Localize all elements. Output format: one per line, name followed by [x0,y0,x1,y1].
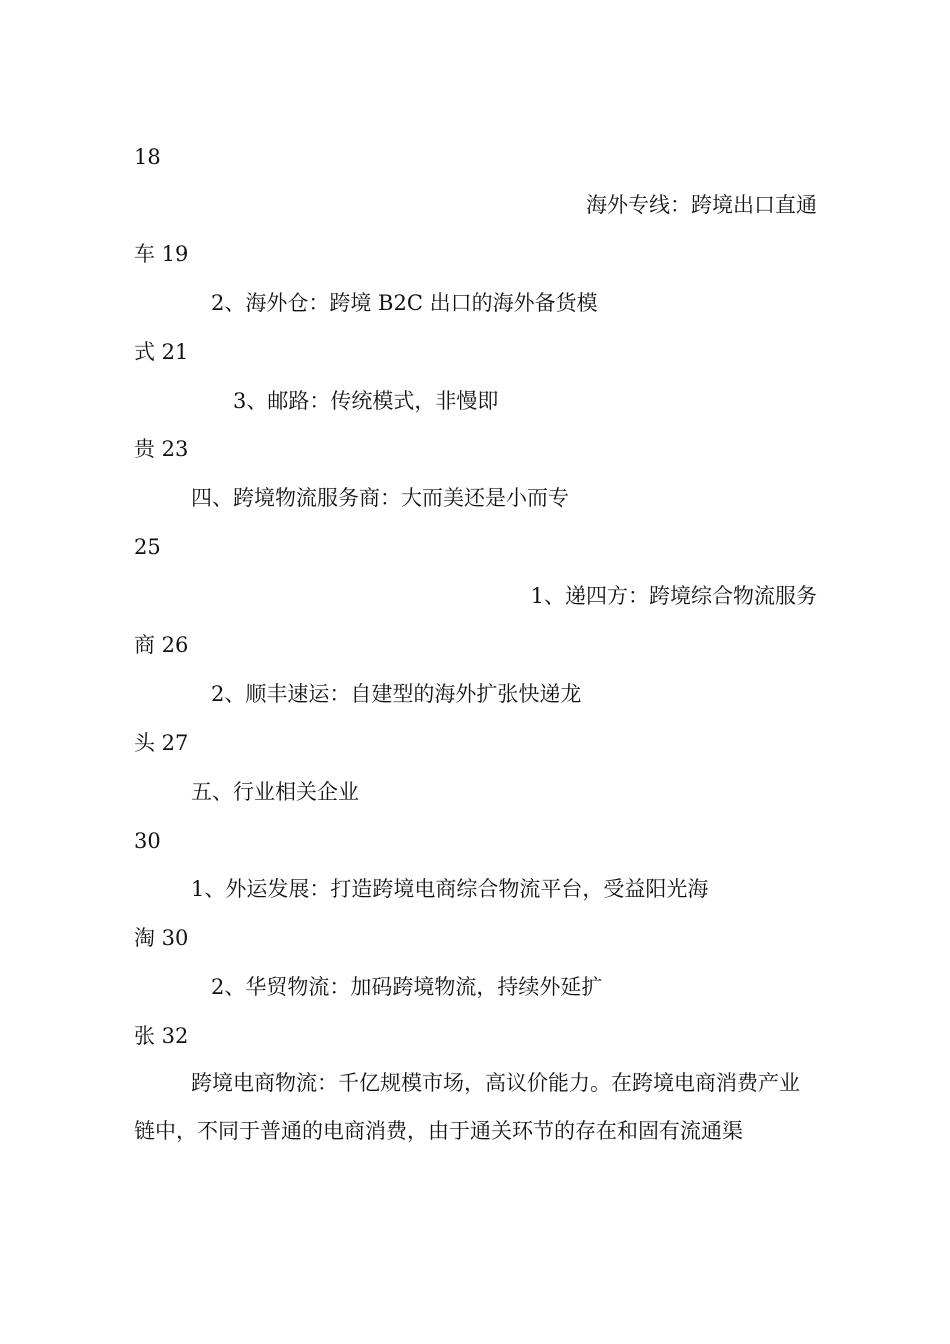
toc-entry: 2、顺丰速运：自建型的海外扩张快递龙 [211,682,582,706]
toc-page-number: 25 [134,535,161,559]
toc-entry-continuation: 式 21 [134,340,189,364]
toc-page-number: 30 [134,829,161,853]
toc-entry: 1、外运发展：打造跨境电商综合物流平台，受益阳光海 [191,877,709,901]
toc-section-heading: 四、跨境物流服务商：大而美还是小而专 [191,486,569,510]
toc-entry: 海外专线：跨境出口直通 [586,193,817,217]
toc-entry-continuation: 头 27 [134,731,189,755]
toc-entry-continuation: 贵 23 [134,437,189,461]
toc-entry: 1、递四方：跨境综合物流服务 [530,584,817,608]
toc-entry-continuation: 商 26 [134,633,189,657]
toc-entry: 2、海外仓：跨境 B2C 出口的海外备货模 [211,291,598,315]
toc-entry: 3、邮路：传统模式，非慢即 [233,389,499,413]
body-paragraph: 跨境电商物流：千亿规模市场，高议价能力。在跨境电商消费产业链中，不同于普通的电商消费，由于通关环节的存在和固有流通渠 [134,1071,800,1143]
toc-page-number: 18 [134,145,161,169]
toc-entry-continuation: 车 19 [134,242,189,266]
toc-section-heading: 五、行业相关企业 [191,780,359,804]
toc-entry-continuation: 淘 30 [134,926,189,950]
toc-entry: 2、华贸物流：加码跨境物流，持续外延扩 [211,975,603,999]
toc-entry-continuation: 张 32 [134,1024,189,1048]
